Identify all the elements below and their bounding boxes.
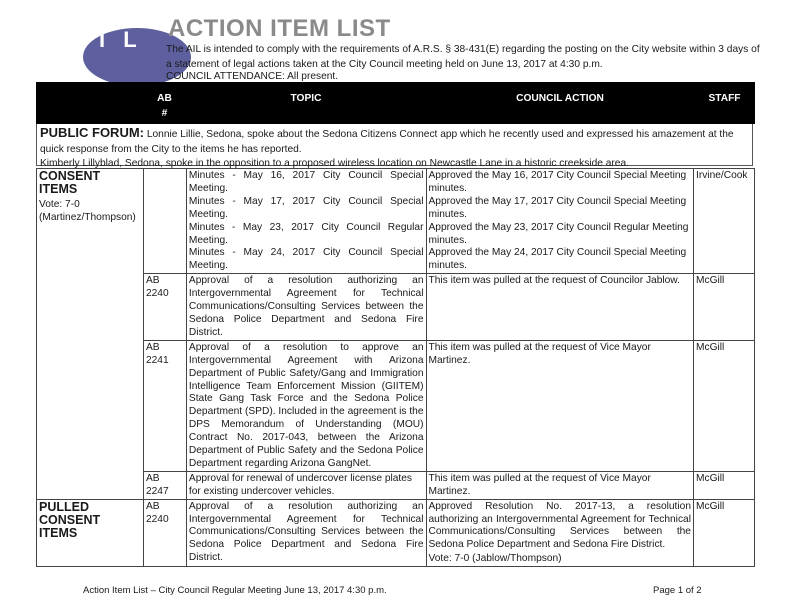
ab-number: AB 2240 [143,499,186,567]
council-action-cell: This item was pulled at the request of Councilor Jablow. [426,274,693,341]
topic-cell: Approval of a resolution to approve an Intergovernmental Agreement with Arizona Department of Public Safety/Gang and Immigration Intelligence Team Enforcement Mission (GIITEM) State Gang Task Force and the Sedona Police Department (SPD). Included in the agreement is the DPS Memorandum of Understanding (MOU) Contract No. 2017-043, between the Arizona Department of Public Safety and the Sedona Police Department regarding Arizona GangNet. [186,340,426,471]
staff-cell: McGill [693,340,754,471]
action-minutes-may16: Approved the May 16, 2017 City Council Special Meeting minutes. [428,170,687,194]
header-ab [143,91,186,121]
council-action-cell [426,499,693,567]
table-row [37,340,755,471]
action-minutes-may23: Approved the May 23, 2017 City Council Regular Meeting minutes. [428,221,689,246]
staff-cell: McGill [693,274,754,341]
action-minutes-may17: Approved the May 17, 2017 City Council Special Meeting minutes. [428,195,687,220]
topic-minutes-may23: Minutes - May 23, 2017 City Council Regular Meeting. [188,221,424,246]
council-action-cell [426,169,693,274]
public-forum-label: PUBLIC FORUM: [40,125,144,140]
topic-minutes-may17: Minutes - May 17, 2017 City Council Special Meeting. [188,195,424,220]
topic-cell: Approval for renewal of undercover license plates for existing undercover vehicles. [186,471,426,499]
ab-number: AB 2247 [143,471,186,499]
pulled-consent-section [37,499,144,567]
topic-cell [186,169,426,274]
pulled-title-line1: PULLED [39,499,89,514]
header-ab-hash: # [161,108,168,119]
table-header [36,82,755,124]
pulled-title-line2: CONSENT ITEMS [39,512,101,540]
header-council-action: COUNCIL ACTION [516,93,604,104]
public-forum [36,124,753,169]
footer-page-number: Page 1 of 2 [653,585,702,596]
ab-number [143,169,186,274]
action-items-table [36,168,755,567]
council-action-cell: This item was pulled at the request of Vice Mayor Martinez. [426,471,693,499]
logo-text: I L [99,27,143,52]
topic-cell: Approval of a resolution authorizing an Intergovernmental Agreement for Technical Communications/Consulting Services between the Sedona Police Department and Sedona Fire District. [186,274,426,341]
consent-items-section [37,169,144,500]
table-row [37,471,755,499]
staff-cell: McGill [693,499,754,567]
table-row [37,499,755,567]
header-staff: STAFF [708,93,741,104]
action-minutes-may24: Approved the May 24, 2017 City Council Special Meeting minutes. [428,247,687,272]
consent-vote: Vote: 7-0 [39,199,80,210]
pulled-action-text: Approved Resolution No. 2017-13, a resolution authorizing an Intergovernmental Agreement for Technical Communications/Consulting Services between the Sedona Police Department and Sedona Fire District. [428,500,691,551]
table-row [37,274,755,341]
topic-cell: Approval of a resolution authorizing an Intergovernmental Agreement for Technical Communications/Consulting Services between the Sedona Police Department and Sedona Fire District. [186,499,426,567]
table-row [37,169,755,274]
ab-number: AB 2240 [143,274,186,341]
pulled-vote: Vote: 7-0 (Jablow/Thompson) [428,553,562,565]
ab-number: AB 2241 [143,340,186,471]
staff-cell: McGill [693,471,754,499]
topic-minutes-may16: Minutes - May 16, 2017 City Council Special Meeting. [188,170,424,194]
public-forum-text-2: Kimberly Lillyblad, Sedona, spoke in the opposition to a proposed wireless location on Newcastle Lane in a historic creekside area. [40,158,629,169]
consent-motion: (Martinez/Thompson) [39,211,136,223]
footer-meeting-info: Action Item List – City Council Regular Meeting June 13, 2017 4:30 p.m. [83,585,387,596]
header-topic: TOPIC [290,93,322,104]
consent-items-title: CONSENT ITEMS [39,169,101,196]
intro-statement: The AIL is intended to comply with the requirements of A.R.S. § 38-431(E) regarding the posting on the City website within 3 days of a statement of legal actions taken at the City Council meeting held on June 13, 2017 at 4:30 p.m. [166,44,760,70]
council-attendance: COUNCIL ATTENDANCE: All present. [166,71,339,82]
staff-cell: Irvine/Cook [693,169,754,274]
topic-minutes-may24: Minutes - May 24, 2017 City Council Special Meeting. [188,247,424,272]
public-forum-text-1: Lonnie Lillie, Sedona, spoke about the Sedona Citizens Connect app which he recently used and expressed his amazement at the quick response from the City to the items he has reported. [40,129,734,155]
page-title: ACTION ITEM LIST [168,15,391,42]
council-action-cell: This item was pulled at the request of Vice Mayor Martinez. [426,340,693,471]
header-ab-label: AB [157,93,172,104]
